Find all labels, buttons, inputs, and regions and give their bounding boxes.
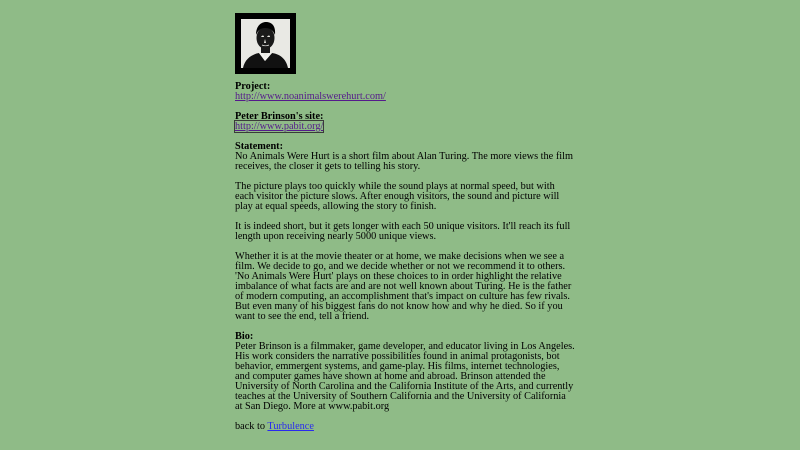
footer	[235, 422, 575, 432]
turbulence-link[interactable]: Turbulence	[267, 421, 314, 432]
portrait-image	[235, 13, 296, 74]
statement-heading: Statement:	[235, 141, 284, 152]
portrait-icon	[235, 13, 296, 74]
statement-paragraph: No Animals Were Hurt is a short film about Alan Turing. The more views the film receives, the closer it gets to telling his story.	[235, 151, 573, 172]
footer-prefix: back to	[235, 421, 268, 432]
statement-paragraph: Whether it is at the movie theater or at home, we make decisions when we see a film. We decide to go, and we decide whether or not we recommend it to others. 'No Animals Were Hurt' plays on these choices to in order highlight the relative imbalance of what facts are and are not well known about Turing. He is the father of modern computing, an accomplishment that's impact on culture has few rivals. But even many of his biggest fans do not know how and why he died. So if you want to see the end, tell a friend.	[235, 251, 572, 322]
statement-section	[235, 142, 575, 322]
project-section	[235, 82, 575, 102]
bio-section	[235, 332, 575, 412]
project-link[interactable]: http://www.noanimalswerehurt.com/	[235, 91, 386, 102]
project-heading: Project:	[235, 81, 271, 92]
statement-paragraph: It is indeed short, but it gets longer with each 50 unique visitors. It'll reach its full length upon receiving nearly 5000 unique views.	[235, 221, 571, 242]
site-section	[235, 112, 575, 132]
site-link[interactable]: http://www.pabit.org/	[235, 121, 324, 132]
bio-heading: Bio:	[235, 331, 254, 342]
site-heading: Peter Brinson's site:	[235, 111, 324, 122]
statement-paragraph: The picture plays too quickly while the sound plays at normal speed, but with each visitor the picture slows. After enough visitors, the sound and picture will play at equal speeds, allowing the story to finish.	[235, 181, 560, 212]
page-content	[235, 13, 575, 432]
bio-text: Peter Brinson is a filmmaker, game developer, and educator living in Los Angeles. His work considers the narrative possibilities found in animal protagonists, bot behavior, emmergent systems, and game-play. His films, internet technologies, and computer games have shown at home and abroad. Brinson attended the University of North Carolina and the California Institute of the Arts, and currently teaches at the University of Southern California and the University of California at San Diego. More at www.pabit.org	[235, 341, 575, 412]
